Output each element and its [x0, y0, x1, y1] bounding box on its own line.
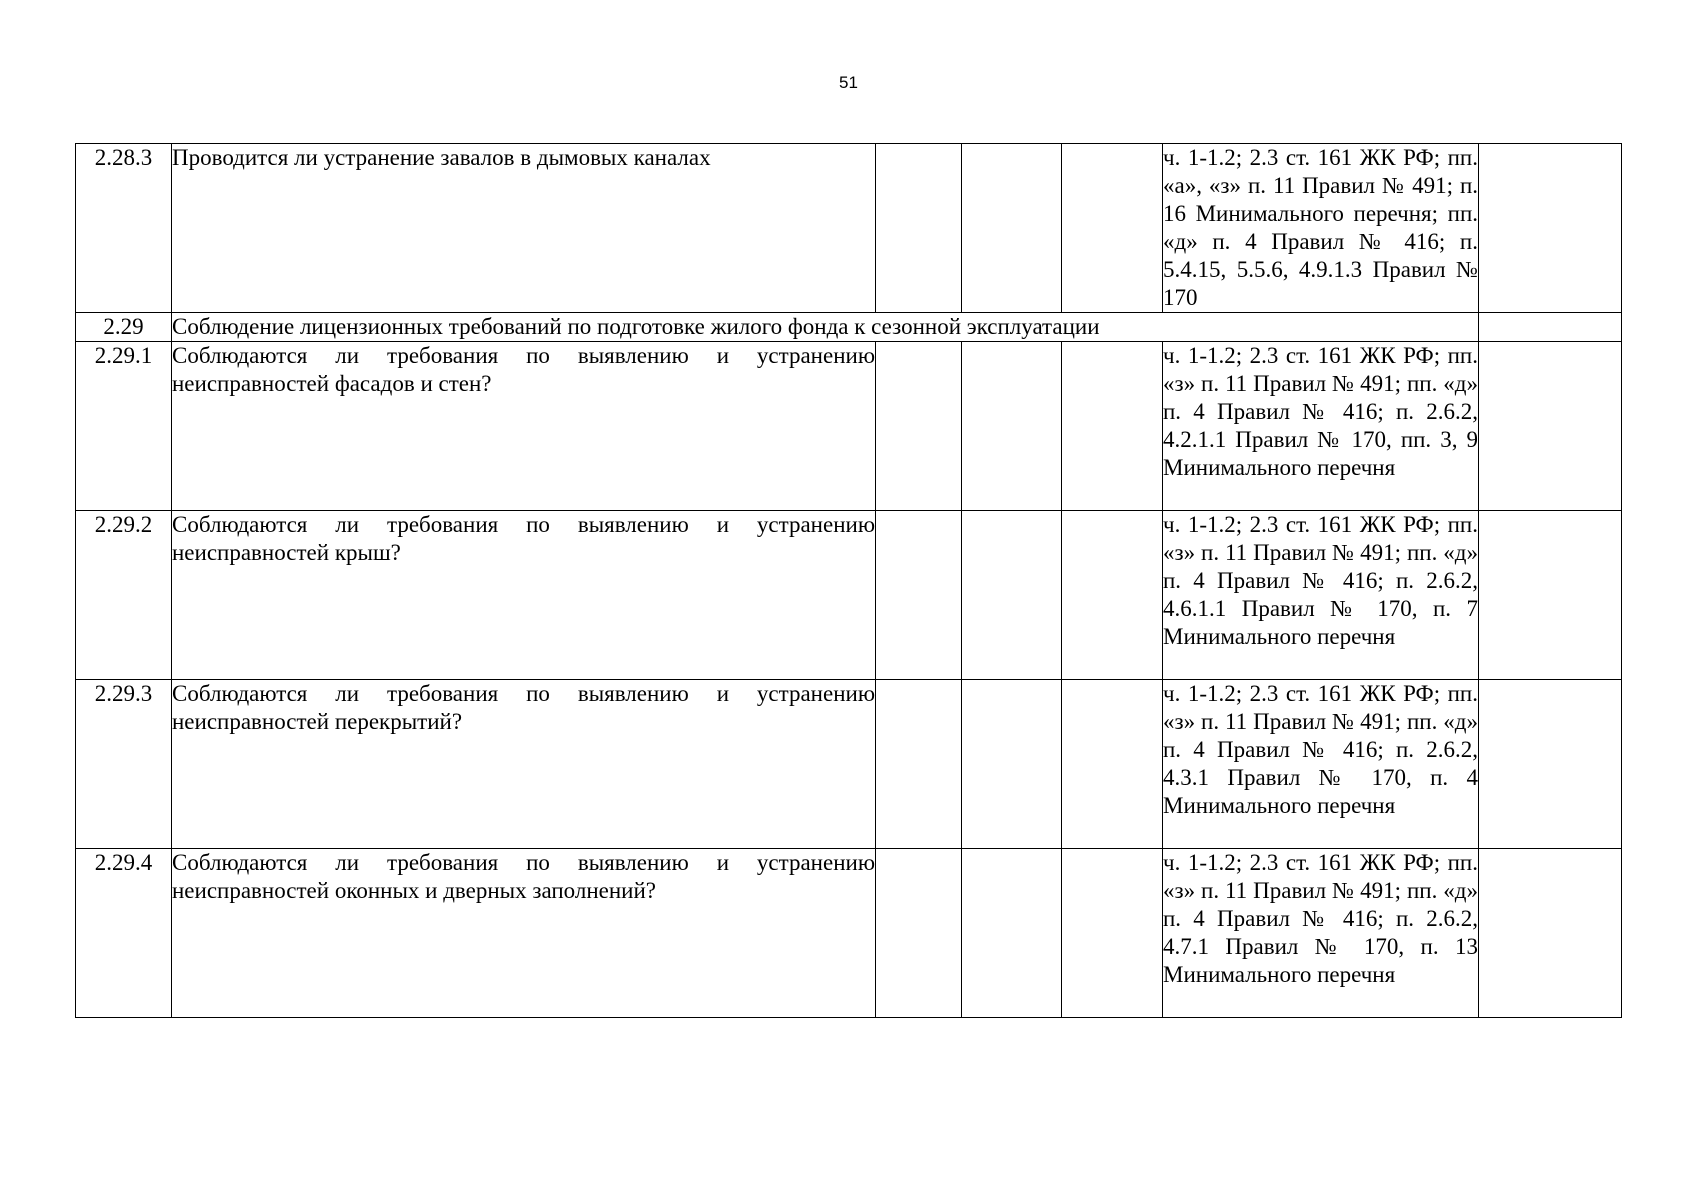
- table-row: [76, 342, 1622, 511]
- notes-cell: [1479, 144, 1622, 313]
- answer-cell-no: [962, 680, 1062, 849]
- page-number: 51: [839, 73, 858, 92]
- item-reference: ч. 1-1.2; 2.3 ст. 161 ЖК РФ; пп. «а», «з» п. 11 Правил № 491; п. 16 Минимального перечня; пп. «д» п. 4 Правил № 416; п. 5.4.15, 5.5.6, 4.9.1.3 Правил № 170: [1163, 144, 1479, 313]
- item-reference: ч. 1-1.2; 2.3 ст. 161 ЖК РФ; пп. «з» п. 11 Правил № 491; пп. «д» п. 4 Правил № 416; п. 2.6.2, 4.7.1 Правил № 170, п. 13 Минимального перечня: [1163, 849, 1479, 1018]
- item-question: Соблюдаются ли требования по выявлению и устранению неисправностей оконных и дверных заполнений?: [172, 849, 876, 1018]
- section-title: Соблюдение лицензионных требований по подготовке жилого фонда к сезонной эксплуатации: [172, 313, 1479, 342]
- table-row: [76, 144, 1622, 313]
- table-row: [76, 511, 1622, 680]
- answer-cell-no: [962, 144, 1062, 313]
- item-number: 2.29.4: [76, 849, 172, 1018]
- item-number: 2.29.1: [76, 342, 172, 511]
- answer-cell-no: [962, 511, 1062, 680]
- item-question: Проводится ли устранение завалов в дымовых каналах: [172, 144, 876, 313]
- notes-cell: [1479, 342, 1622, 511]
- notes-cell: [1479, 511, 1622, 680]
- answer-cell-yes: [876, 849, 962, 1018]
- item-reference: ч. 1-1.2; 2.3 ст. 161 ЖК РФ; пп. «з» п. 11 Правил № 491; пп. «д» п. 4 Правил № 416; п. 2.6.2, 4.3.1 Правил № 170, п. 4 Минимального перечня: [1163, 680, 1479, 849]
- answer-cell-yes: [876, 342, 962, 511]
- notes-cell: [1479, 680, 1622, 849]
- table-row: [76, 680, 1622, 849]
- answer-cell-no: [962, 342, 1062, 511]
- answer-cell-yes: [876, 144, 962, 313]
- item-number: 2.28.3: [76, 144, 172, 313]
- answer-cell-na: [1062, 680, 1163, 849]
- table-row: [76, 849, 1622, 1018]
- answer-cell-na: [1062, 342, 1163, 511]
- section-row: [76, 313, 1622, 342]
- answer-cell-yes: [876, 511, 962, 680]
- item-reference: ч. 1-1.2; 2.3 ст. 161 ЖК РФ; пп. «з» п. 11 Правил № 491; пп. «д» п. 4 Правил № 416; п. 2.6.2, 4.6.1.1 Правил № 170, п. 7 Минимального перечня: [1163, 511, 1479, 680]
- item-question: Соблюдаются ли требования по выявлению и устранению неисправностей крыш?: [172, 511, 876, 680]
- notes-cell: [1479, 313, 1622, 342]
- answer-cell-na: [1062, 144, 1163, 313]
- item-number: 2.29.2: [76, 511, 172, 680]
- item-question: Соблюдаются ли требования по выявлению и устранению неисправностей фасадов и стен?: [172, 342, 876, 511]
- checklist-table: [75, 143, 1622, 1018]
- item-reference: ч. 1-1.2; 2.3 ст. 161 ЖК РФ; пп. «з» п. 11 Правил № 491; пп. «д» п. 4 Правил № 416; п. 2.6.2, 4.2.1.1 Правил № 170, пп. 3, 9 Минимального перечня: [1163, 342, 1479, 511]
- answer-cell-yes: [876, 680, 962, 849]
- answer-cell-na: [1062, 511, 1163, 680]
- notes-cell: [1479, 849, 1622, 1018]
- item-question: Соблюдаются ли требования по выявлению и устранению неисправностей перекрытий?: [172, 680, 876, 849]
- section-number: 2.29: [76, 313, 172, 342]
- answer-cell-na: [1062, 849, 1163, 1018]
- item-number: 2.29.3: [76, 680, 172, 849]
- answer-cell-no: [962, 849, 1062, 1018]
